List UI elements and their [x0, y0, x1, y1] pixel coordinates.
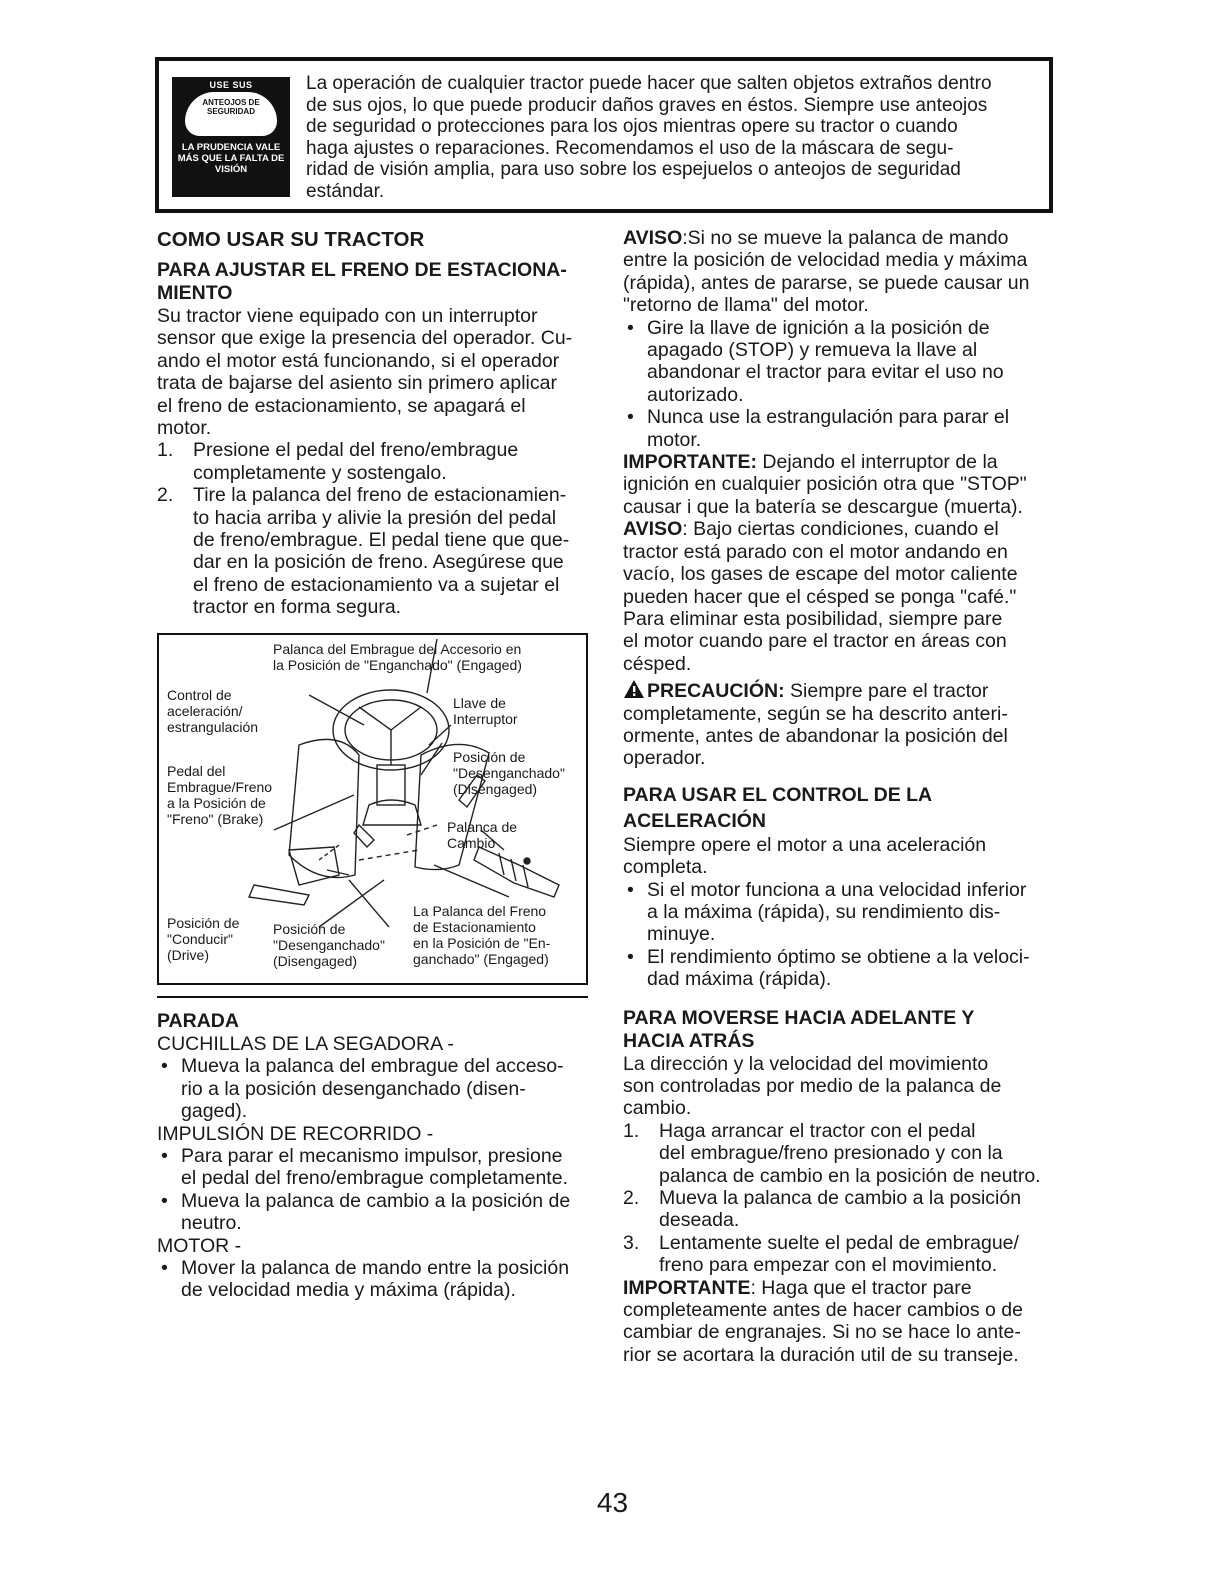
text-line: deseada.	[659, 1209, 740, 1232]
label-line: Posición de	[453, 749, 526, 765]
importante-1	[623, 451, 1063, 518]
accel-intro	[623, 834, 1063, 879]
text-line: neutro.	[181, 1212, 242, 1235]
label-accessory-clutch	[273, 641, 522, 673]
text-line: tractor está parado con el motor andando en	[623, 540, 1008, 563]
label-parking-brake-lever	[413, 903, 550, 967]
text-line: pueden hacer que el césped se ponga "café."	[623, 585, 1017, 608]
text-line: completamente, según se ha descrito anteri-	[623, 702, 1008, 725]
heading-line: ACELERACIÓN	[623, 809, 767, 832]
label-brake-pedal	[167, 763, 272, 827]
text-line: palanca de cambio en la posición de neutro.	[659, 1164, 1041, 1187]
text-line: Mueva la palanca de cambio a la posición	[659, 1187, 1022, 1210]
label-line: Pedal del	[167, 763, 226, 779]
text-line: minuye.	[647, 923, 716, 946]
step-number: 2.	[623, 1187, 640, 1210]
label-disengaged-bottom	[273, 921, 385, 969]
label-line: ganchado" (Engaged)	[413, 951, 549, 967]
label-line: "Freno" (Brake)	[167, 811, 264, 827]
stop-section	[157, 1010, 602, 1302]
right-column	[623, 227, 1063, 1366]
aviso-label: AVISO	[623, 227, 683, 249]
text-line: La dirección y la velocidad del movimiento	[623, 1052, 989, 1075]
drive-item	[157, 1145, 602, 1190]
text-line: • Para parar el mecanismo impulsor, presione	[181, 1145, 563, 1168]
ignition-bullet	[623, 317, 1063, 407]
brake-step-2	[157, 484, 602, 618]
text-line: completeamente antes de hacer cambios o de	[623, 1299, 1023, 1322]
label-throttle-control	[167, 687, 258, 735]
text-line: de freno/embrague. El pedal tiene que que-	[193, 529, 570, 552]
label-drive-position	[167, 915, 239, 963]
brake-step-1	[157, 439, 602, 484]
text-line: causar i que la batería se descargue (muerta).	[623, 495, 1023, 518]
move-intro	[623, 1053, 1063, 1120]
aviso-1	[623, 227, 1063, 317]
aviso-2	[623, 518, 1063, 675]
text-line: ormente, antes de abandonar la posición del	[623, 724, 1008, 747]
goggles-icon	[185, 92, 277, 136]
safety-glasses-logo	[172, 77, 290, 197]
label-line: Posición de	[273, 921, 346, 937]
text-line: • Mueva la palanca del embrague del acceso-	[181, 1055, 564, 1078]
precaucion-label: PRECAUCIÓN:	[647, 680, 785, 703]
step-number: 1.	[623, 1119, 640, 1142]
logo-line-2: ANTEOJOS DE SEGURIDAD	[202, 98, 260, 116]
warning-line: ridad de visión amplia, para uso sobre los espejuelos o anteojos de seguridad	[306, 159, 961, 181]
move-step-3	[623, 1232, 1063, 1277]
tractor-controls-figure	[157, 633, 588, 985]
text-line: el freno de estacionamiento, se apagará el	[157, 394, 526, 417]
label-line: Palanca de	[447, 819, 518, 835]
text-line: motor.	[157, 417, 212, 440]
text-line: del embrague/freno presionado y con la	[659, 1142, 1003, 1165]
label-line: (Drive)	[167, 947, 209, 963]
label-line: Posición de	[167, 915, 240, 931]
page-title: COMO USAR SU TRACTOR	[157, 228, 425, 251]
aviso-label: AVISO	[623, 518, 683, 541]
label-line: (Disengaged)	[453, 781, 538, 797]
move-heading	[623, 1007, 1063, 1053]
warning-line: de seguridad o protecciones para los ojos mientras opere su tractor o cuando	[306, 116, 958, 138]
text-line: el pedal del freno/embrague completamente.	[181, 1167, 568, 1190]
text-line: Lentamente suelte el pedal de embrague/	[659, 1231, 1019, 1254]
label-line: en la Posición de "En-	[413, 935, 551, 951]
label-line: aceleración/	[167, 703, 243, 719]
text-line: : Bajo ciertas condiciones, cuando el	[682, 518, 999, 541]
text-line: completa.	[623, 856, 708, 879]
label-line: Interruptor	[453, 711, 518, 727]
text-line: cambio.	[623, 1097, 692, 1120]
accel-bullet	[623, 946, 1063, 991]
warning-line: estándar.	[306, 180, 385, 202]
label-line: de Estacionamiento	[413, 919, 536, 935]
page-number: 43	[596, 1487, 629, 1518]
warning-line: de sus ojos, lo que puede producir daños graves en éstos. Siempre use anteojos	[306, 94, 988, 116]
warning-text	[306, 73, 1041, 203]
text-line: Siempre opere el motor a una aceleración	[623, 833, 987, 856]
label-ignition-key	[453, 695, 518, 727]
logo-line-1: USE SUS	[209, 80, 253, 90]
heading-line: HACIA ATRÁS	[623, 1029, 755, 1052]
text-line: ando el motor está funcionando, si el operador	[157, 349, 560, 372]
label-line: a la Posición de	[167, 795, 266, 811]
text-line: Para eliminar esta posibilidad, siempre pare	[623, 607, 1003, 630]
text-line: Haga arrancar el tractor con el pedal	[659, 1119, 976, 1142]
label-line: Cambio	[447, 835, 496, 851]
warning-line: haga ajustes o reparaciones. Recomendamos el uso de la máscara de segu-	[306, 137, 954, 159]
step-number: 1.	[157, 439, 174, 462]
move-step-2	[623, 1187, 1063, 1232]
text-line: apagado (STOP) y remueva la llave al	[647, 339, 978, 362]
text-line: • Mueva la palanca de cambio a la posición de	[181, 1189, 571, 1212]
label-line: Llave de	[453, 695, 506, 711]
text-line: Siempre pare el tractor	[784, 680, 989, 703]
importante-label: IMPORTANTE	[623, 1276, 751, 1299]
section-divider	[157, 996, 588, 998]
text-line: completamente y sostengalo.	[193, 461, 447, 484]
text-line: entre la posición de velocidad media y máxima	[623, 249, 1028, 272]
label-disengaged-top	[453, 749, 565, 797]
text-line: • El rendimiento óptimo se obtiene a la veloci-	[647, 945, 1030, 968]
label-line: "Desenganchado"	[453, 765, 565, 781]
heading-line: PARA MOVERSE HACIA ADELANTE Y	[623, 1006, 975, 1029]
text-line: rio a la posición desenganchado (disen-	[181, 1077, 526, 1100]
text-line: gaged).	[181, 1100, 248, 1123]
text-line: :Si no se mueve la palanca de mando	[682, 227, 1009, 249]
text-line: el freno de estacionamiento va a sujetar el	[193, 573, 560, 596]
text-line: el motor cuando pare el tractor en áreas con	[623, 630, 1007, 653]
step-number: 3.	[623, 1231, 640, 1254]
label-line: (Disengaged)	[273, 953, 358, 969]
importante-2	[623, 1277, 1063, 1367]
text-line: (rápida), antes de pararse, se puede causar un	[623, 271, 1030, 294]
importante-label: IMPORTANTE:	[623, 451, 757, 474]
left-column	[157, 227, 602, 619]
label-line: Palanca del Embrague del Accesorio en	[273, 641, 522, 657]
text-line: sensor que exige la presencia del operador. Cu-	[157, 327, 573, 350]
brake-intro	[157, 305, 602, 439]
text-line: abandonar el tractor para evitar el uso no	[647, 361, 1004, 384]
text-line: motor.	[647, 428, 702, 451]
label-shift-lever	[447, 819, 517, 851]
text-line: autorizado.	[647, 383, 744, 406]
text-line: cambiar de engranajes. Si no se hace lo ante-	[623, 1321, 1021, 1344]
text-line: rior se acortara la duración util de su transeje.	[623, 1343, 1019, 1366]
text-line: • Nunca use la estrangulación para parar el	[647, 406, 1010, 429]
precaucion	[623, 679, 1063, 770]
label-line: estrangulación	[167, 719, 259, 735]
label-line: la Posición de "Enganchado" (Engaged)	[273, 657, 522, 673]
text-line: césped.	[623, 652, 692, 675]
text-line: Tire la palanca del freno de estacionamien-	[193, 484, 567, 507]
heading-line: PARA USAR EL CONTROL DE LA	[623, 783, 933, 806]
text-line: Presione el pedal del freno/embrague	[193, 439, 519, 462]
logo-line-3: LA PRUDENCIA VALE MÁS QUE LA FALTA DE VISIÓN	[177, 142, 285, 175]
text-line: : Haga que el tractor pare	[750, 1276, 972, 1299]
step-number: 2.	[157, 484, 174, 507]
text-line: dad máxima (rápida).	[647, 968, 832, 991]
motor-item	[157, 1257, 602, 1302]
text-line: to hacia arriba y alivie la presión del pedal	[193, 506, 557, 529]
warning-line: La operación de cualquier tractor puede hacer que salten objetos extraños dentro	[306, 73, 992, 94]
drive-label: IMPULSIÓN DE RECORRIDO -	[157, 1122, 434, 1145]
text-line: a la máxima (rápida), su rendimiento dis-	[647, 900, 1001, 923]
label-line: La Palanca del Freno	[413, 903, 547, 919]
text-line: tractor en forma segura.	[193, 596, 402, 619]
text-line: • Gire la llave de ignición a la posición de	[647, 316, 990, 339]
safety-warning-box	[155, 57, 1053, 213]
move-step-1	[623, 1120, 1063, 1187]
text-line: freno para empezar con el movimiento.	[659, 1254, 998, 1277]
text-line: Dejando el interruptor de la	[756, 451, 998, 474]
text-line: ignición en cualquier posición otra que "STOP"	[623, 473, 1027, 496]
caution-triangle-icon	[623, 679, 645, 699]
text-line: de velocidad media y máxima (rápida).	[181, 1279, 516, 1302]
text-line: "retorno de llama" del motor.	[623, 294, 869, 317]
label-line: Control de	[167, 687, 232, 703]
blades-item	[157, 1055, 602, 1122]
text-line: operador.	[623, 747, 706, 770]
choke-bullet	[623, 406, 1063, 451]
label-line: "Conducir"	[167, 931, 233, 947]
blades-label: CUCHILLAS DE LA SEGADORA -	[157, 1033, 454, 1055]
text-line: son controladas por medio de la palanca de	[623, 1075, 1002, 1097]
brake-heading-line: MIENTO	[157, 282, 233, 304]
brake-heading-line: PARA AJUSTAR EL FRENO DE ESTACIONA-	[157, 259, 567, 281]
text-line: • Si el motor funciona a una velocidad inferior	[647, 878, 1027, 901]
text-line: vacío, los gases de escape del motor caliente	[623, 563, 1018, 586]
text-line: trata de bajarse del asiento sin primero aplicar	[157, 372, 557, 395]
text-line: dar en la posición de freno. Asegúrese que	[193, 551, 564, 574]
text-line: Su tractor viene equipado con un interruptor	[157, 305, 538, 327]
label-line: Embrague/Freno	[167, 779, 273, 795]
stop-heading: PARADA	[157, 1010, 239, 1032]
label-line: "Desenganchado"	[273, 937, 385, 953]
brake-heading	[157, 259, 602, 305]
motor-label: MOTOR -	[157, 1234, 242, 1257]
accel-heading	[623, 782, 1063, 834]
text-line: • Mover la palanca de mando entre la posición	[181, 1257, 570, 1280]
accel-bullet	[623, 879, 1063, 946]
drive-item	[157, 1190, 602, 1235]
